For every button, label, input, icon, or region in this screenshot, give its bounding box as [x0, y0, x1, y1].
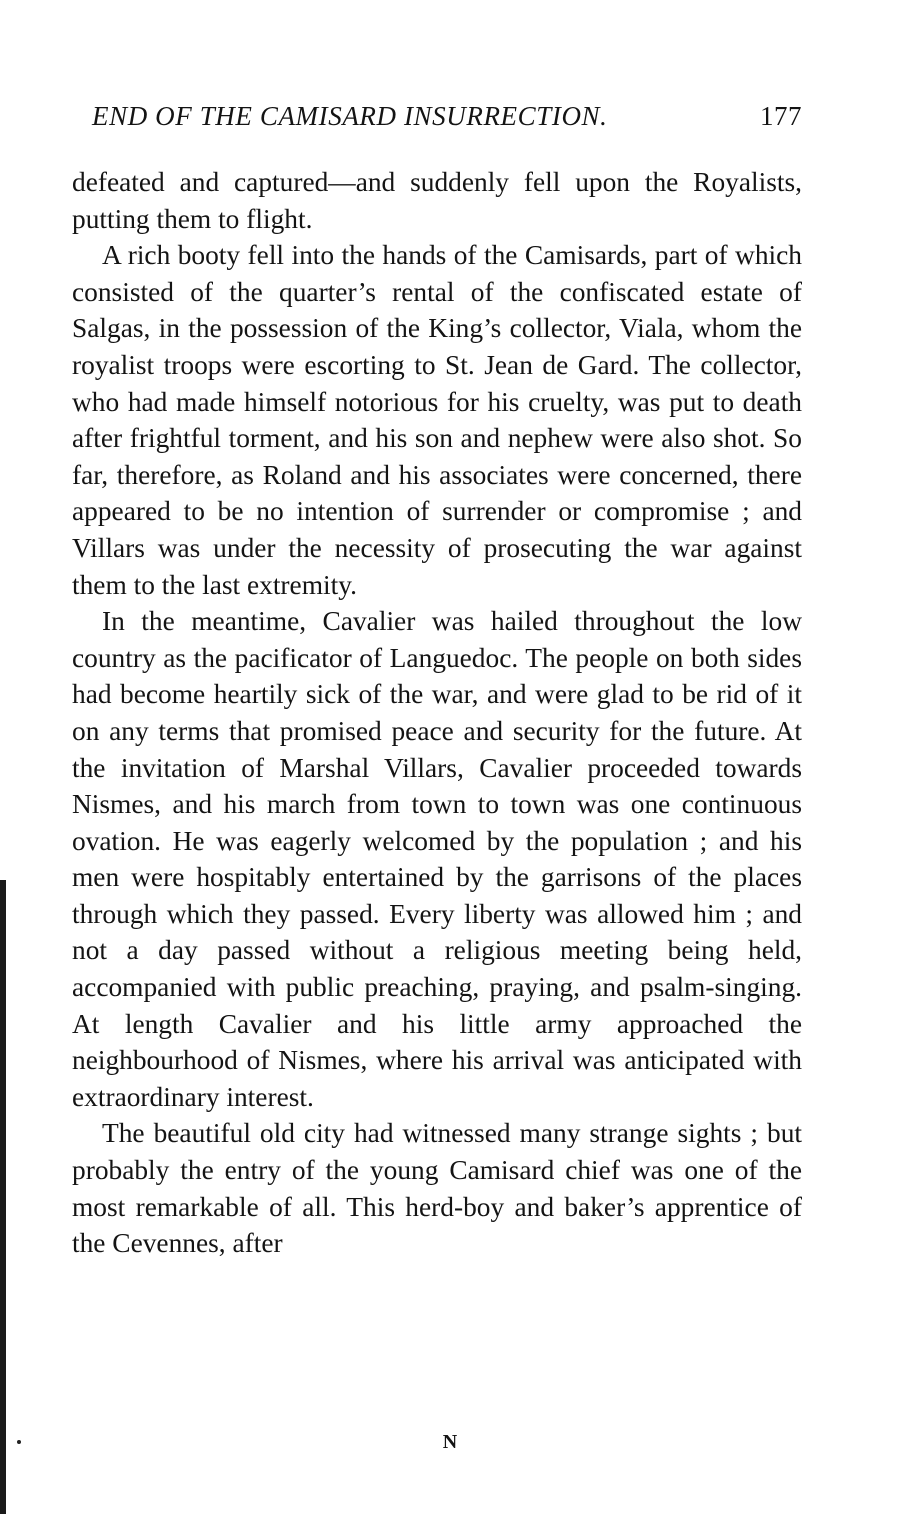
running-header: [72, 96, 802, 136]
signature-mark: N: [442, 1431, 458, 1453]
paragraph-continued: defeated and captured—and suddenly fell upon the Royalists, putting them to flight.: [72, 167, 802, 234]
body-text: [72, 164, 802, 1262]
page-binding-edge: [0, 880, 6, 1514]
page-number: 177: [760, 101, 802, 131]
paragraph: A rich booty fell into the hands of the Camisards, part of which consisted of the quarter’s rental of the confiscated estate of Salgas, in the possession of the King’s collector, Viala, whom the royalist troops were escorting to St. Jean de Gard. The collector, who had made himself notorious for his cruelty, was put to death after frightful torment, and his son and nephew were also shot. So far, therefore, as Roland and his associates were concerned, there appeared to be no intention of surrender or compromise ; and Villars was under the necessity of prosecuting the war against them to the last extremity.: [72, 240, 802, 600]
running-title: END OF THE CAMISARD INSURRECTION.: [92, 101, 608, 131]
paragraph: In the meantime, Cavalier was hailed throughout the low country as the pacificator of Languedoc. The people on both sides had become heartily sick of the war, and were glad to be rid of it on any terms that promised peace and security for the future. At the invitation of Marshal Villars, Cavalier proceeded towards Nismes, and his march from town to town was one continuous ovation. He was eagerly welcomed by the population ; and his men were hospitably entertained by the garrisons of the places through which they passed. Every liberty was allowed him ; and not a day passed without a religious meeting being held, accompanied with public preaching, praying, and psalm-singing. At length Cavalier and his little army approached the neighbourhood of Nismes, where his arrival was anticipated with extraordinary interest.: [72, 606, 802, 1112]
book-page: [72, 96, 802, 1262]
paragraph: The beautiful old city had witnessed many strange sights ; but probably the entry of the young Camisard chief was one of the most remarkable of all. This herd-boy and baker’s apprentice of the Cevennes, after: [72, 1118, 802, 1259]
